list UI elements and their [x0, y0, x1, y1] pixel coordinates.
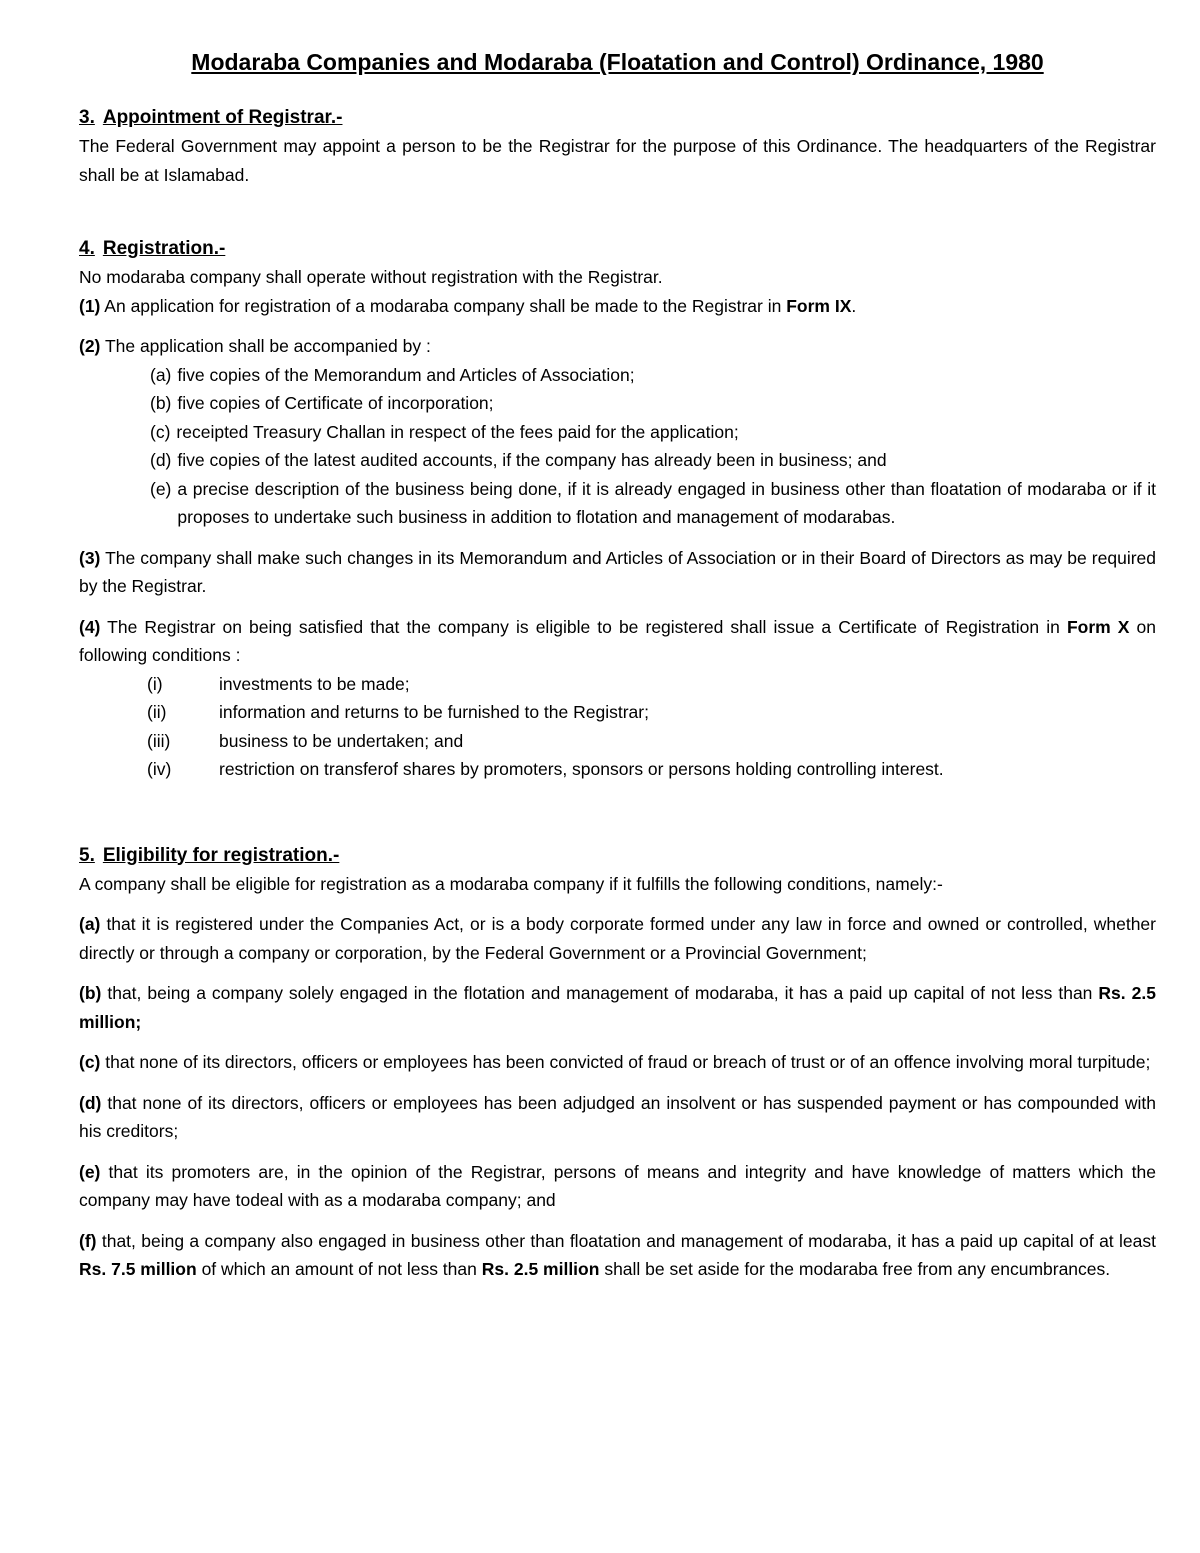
list-item	[147, 698, 1156, 727]
list-item-text: restriction on transferof shares by promoters, sponsors or persons holding controlling interest.	[219, 759, 944, 779]
condition-tail: ;	[135, 1011, 142, 1032]
list-item-label: (e)	[150, 478, 172, 499]
list-item	[150, 418, 1156, 447]
section-5-title: Eligibility for registration.-	[102, 844, 340, 866]
list-item-label: (i)	[147, 673, 163, 694]
condition-e	[79, 1158, 1156, 1215]
list-item-text: five copies of the Memorandum and Articles of Association;	[177, 364, 635, 385]
section-3-body: The Federal Government may appoint a person to be the Registrar for the purpose of this Ordinance. The headquarters of the Registrar shall be at Islamabad.	[79, 136, 1156, 185]
amount: Rs. 2.5 million	[79, 983, 1156, 1032]
condition-a	[79, 910, 1156, 967]
condition-b	[79, 979, 1156, 1036]
list-item	[147, 727, 1156, 756]
condition-label: (d)	[79, 1092, 102, 1113]
subsection-label: (4)	[79, 616, 101, 637]
list-item-text: receipted Treasury Challan in respect of the fees paid for the application;	[176, 421, 739, 442]
form-reference: Form IX	[786, 295, 852, 316]
section-5-intro: A company shall be eligible for registration as a modaraba company if it fulfills the following conditions, namely:-	[79, 873, 943, 894]
list-item-label: (iii)	[147, 730, 171, 751]
subsection-text: The Registrar on being satisfied that the company is eligible to be registered shall issue a Certificate of Registration in	[107, 616, 1060, 637]
list-item-text: a precise description of the business being done, if it is already engaged in business other than floatation of modaraba or if it proposes to undertake such business in addition to flotation and management of modarabas.	[177, 478, 1156, 527]
condition-f	[79, 1227, 1156, 1284]
form-reference: Form X	[1066, 616, 1130, 637]
section-4-heading	[79, 235, 1156, 263]
section-3	[79, 104, 1156, 189]
section-4-number: 4.	[79, 238, 95, 259]
section-4-intro: No modaraba company shall operate without registration with the Registrar.	[79, 267, 663, 287]
list-item-text: five copies of the latest audited accounts, if the company has already been in business; and	[177, 450, 887, 470]
document-title: Modaraba Companies and Modaraba (Floatation and Control) Ordinance, 1980	[191, 49, 1044, 75]
subsection-label: (2)	[79, 336, 101, 356]
section-3-heading	[79, 104, 1156, 132]
condition-text: that it is registered under the Companies Act, or is a body corporate formed under any law in force and owned or controlled, whether directly or through a company or corporation, by the Federal Government or a Provincial Government;	[79, 914, 1156, 963]
subsection-text: The company shall make such changes in its Memorandum and Articles of Association or in their Board of Directors as may be required by the Registrar.	[79, 547, 1156, 596]
condition-text: that none of its directors, officers or employees has been convicted of fraud or breach of trust or of an offence involving moral turpitude;	[105, 1052, 1151, 1072]
subsection-tail: on following conditions :	[79, 616, 1157, 665]
section-4	[79, 235, 1156, 784]
section-5	[79, 842, 1156, 1284]
subsection-text: The application shall be accompanied by :	[104, 336, 431, 356]
amount: Rs. 2.5 million	[481, 1259, 600, 1279]
subsection-label: (1)	[79, 295, 101, 316]
condition-text: that none of its directors, officers or employees has been adjudged an insolvent or has suspended payment or has compounded with his creditors;	[79, 1092, 1156, 1141]
amount: Rs. 7.5 million	[79, 1259, 197, 1279]
list-item-label: (a)	[150, 364, 172, 385]
condition-c	[79, 1048, 1156, 1077]
section-4-subsection-3	[79, 544, 1156, 601]
subsection-tail: .	[851, 295, 857, 316]
condition-text: that, being a company also engaged in business other than floatation and management of modaraba, it has a paid up capital of at least	[101, 1230, 1156, 1251]
subsection-label: (3)	[79, 547, 101, 568]
list-item	[150, 475, 1156, 532]
list-item-label: (b)	[150, 393, 172, 413]
section-5-heading	[79, 842, 1156, 870]
list-item-text: business to be undertaken; and	[219, 730, 464, 751]
document-page	[79, 46, 1156, 1284]
section-4-title: Registration.-	[102, 238, 226, 259]
list-item-label: (iv)	[147, 759, 172, 779]
list-item	[150, 361, 1156, 390]
attachments-list	[79, 361, 1156, 532]
list-item-label: (c)	[150, 421, 171, 442]
condition-text: that its promoters are, in the opinion of the Registrar, persons of means and integrity and have knowledge of matters which the company may have todeal with as a modaraba company; and	[79, 1161, 1156, 1210]
condition-label: (a)	[79, 914, 101, 934]
section-4-subsection-1	[79, 292, 1156, 321]
section-4-subsection-4	[79, 613, 1156, 670]
list-item-text: five copies of Certificate of incorporation;	[177, 393, 494, 413]
conditions-list	[79, 670, 1156, 784]
list-item-label: (d)	[150, 450, 172, 470]
list-item	[150, 389, 1156, 418]
list-item	[147, 755, 1156, 784]
list-item	[147, 670, 1156, 699]
condition-label: (c)	[79, 1052, 101, 1072]
list-item-label: (ii)	[147, 702, 167, 722]
section-4-subsection-2	[79, 332, 1156, 361]
list-item-text: information and returns to be furnished to the Registrar;	[219, 702, 649, 722]
condition-label: (f)	[79, 1230, 97, 1251]
section-3-title: Appointment of Registrar.-	[102, 107, 343, 128]
list-item	[150, 446, 1156, 475]
condition-d	[79, 1089, 1156, 1146]
condition-label: (e)	[79, 1161, 101, 1182]
condition-text: of which an amount of not less than	[201, 1259, 477, 1279]
condition-text: shall be set aside for the modaraba free from any encumbrances.	[604, 1259, 1111, 1279]
list-item-text: investments to be made;	[219, 673, 410, 694]
section-3-number: 3.	[79, 107, 95, 128]
condition-text: that, being a company solely engaged in the flotation and management of modaraba, it has a paid up capital of not less than	[107, 983, 1093, 1003]
section-5-number: 5.	[79, 844, 95, 866]
subsection-text: An application for registration of a modaraba company shall be made to the Registrar in	[104, 295, 782, 316]
condition-label: (b)	[79, 983, 102, 1003]
